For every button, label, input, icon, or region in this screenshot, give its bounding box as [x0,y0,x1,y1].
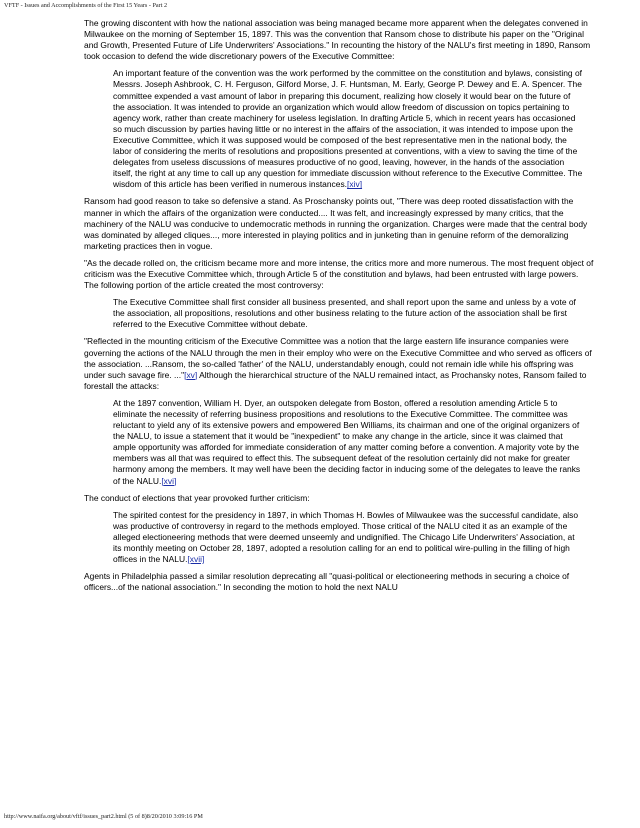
footnote-link[interactable]: [xv] [184,369,198,380]
quote-text: At the 1897 convention, William H. Dyer, an outspoken delegate from Boston, offered a resolution amending Article 5 to eliminate the necessity of referring business propositions and resolutions to the Executive Committee. The committee was reluctant to yield any of its extensive powers and empowered Ben Williams, its chairman and one of the original organizers of the NALU, to issue a statement that it would be "inexpedient" to make any change in the article, since it was claimed that ample opportunity was afforded for immediate consideration of any matter coming before a convention. A majority vote by the members was all that was required to effect this. The subsequent defeat of the resolution certainly did not make for greater harmony among the members. It may well have been the deciding factor in inducing some of the delegates to leave the ranks of the NALU. [113,397,581,486]
quote-text: An important feature of the convention was the work performed by the committee on the constitution and bylaws, consisting of Messrs. Joseph Ashbrook, C. H. Ferguson, Gilford Morse, J. F. Huntsman, M. Early, George P. Dewey and E. A. Spencer. The committee expended a vast amount of labor in preparing this document, realizing how closely it would bear on the future of the association. It was intended to provide an organization which would allow freedom of discussion on topics pertaining to agency work, rather than create machinery for useless legislation. In drafting Article 5, which in recent years has occasioned so much discussion by parties having little or no interest in the affairs of the association, it was intended to impose upon the Executive Committee, which it was supposed would be composed of the best representative men in the national body, the labor of considering the merits of resolutions and propositions presented at conventions, with a view to saving the time of the delegates from useless discussions of measures productive of no good, leaving, however, in the hands of the association itself, the right at any time to call up any question for immediate discussion without reference to the Executive Committee. The wisdom of this article has been verified in numerous instances. [113,68,583,190]
paragraph: "As the decade rolled on, the criticism became more and more intense, the critics more and more numerous. The most frequent object of criticism was the Executive Committee which, through Article 5 of the constitution and bylaws, had been entrusted with large powers. The following portion of the article created the most controversy: [84,257,594,291]
block-quote [84,398,594,487]
block-quote [84,510,594,565]
paragraph: Agents in Philadelphia passed a similar resolution deprecating all "quasi-political or electioneering methods in securing a choice of officers...of the national association." In seconding the motion to hold the next NALU [84,571,570,593]
footnote-link[interactable]: [xvii] [187,554,205,565]
paragraph: The conduct of elections that year provoked further criticism: [84,492,310,503]
block-quote: The Executive Committee shall first consider all business presented, and shall report upon the same and unless by a vote of the association, all propositions, resolutions and other business relating to the future action of the association shall be first referred to the Executive Committee without debate. [113,297,576,330]
paragraph-text: Although the hierarchical structure of the NALU remained intact, as Prochansky notes, Ransom failed to forestall the attacks: [84,369,587,391]
paragraph-text: "Reflected in the mounting criticism of the Executive Committee was a notion that the large eastern life insurance companies were governing the actions of the NALU through the men in their employ who were on the Executive Committee and who served as officers of the association. ...Ransom, the so-called 'father' of the NALU, understandably enough, could not remain idle while his offspring was under such savage fire. ..." [84,336,592,380]
quote-text: The spirited contest for the presidency in 1897, in which Thomas H. Bowles of Milwaukee was the successful candidate, also was productive of controversy in regard to the methods employed. Those critical of the NALU cited it as an example of the alleged electioneering methods that were deemed unseemly and undignified. The Chicago Life Underwriters' Association, at its monthly meeting on October 28, 1897, adopted a resolution calling for an end to political wire-pulling in the filling of high offices in the NALU. [113,509,579,565]
article-body [84,18,594,599]
footnote-link[interactable]: [xvi] [161,475,177,486]
paragraph: The growing discontent with how the national association was being managed became more apparent when the delegates convened in Milwaukee on the morning of September 15, 1897. This was the convention that Ransom chose to distribute his paper on the "Original and Growth, Presented Future of Life Underwriters' Associations." In recounting the history of the NALU's first meeting in 1890, Ransom took occasion to defend the wide discretionary powers of the Executive Committee: [84,18,591,62]
page-header: VFTF - Issues and Accomplishments of the First 15 Years - Part 2 [4,2,168,9]
paragraph [84,336,594,391]
block-quote [84,68,594,190]
footnote-link[interactable]: [xiv] [347,179,363,190]
paragraph: Ransom had good reason to take so defensive a stand. As Proschansky points out, "There was deep rooted dissatisfaction with the manner in which the affairs of the organization were conducted.... It was felt, and increasingly expressed by many critics, that the machinery of the NALU was conducive to undemocratic methods in running the organization. Charges were made that the central body was dominated by alleged cliques..., more interested in playing politics and in junketing than in genuine reform of the demoralizing marketing practices then in vogue. [84,196,588,251]
page-footer-url: http://www.naifa.org/about/vftf/issues_part2.html (5 of 8)8/20/2010 3:09:16 PM [4,813,203,820]
